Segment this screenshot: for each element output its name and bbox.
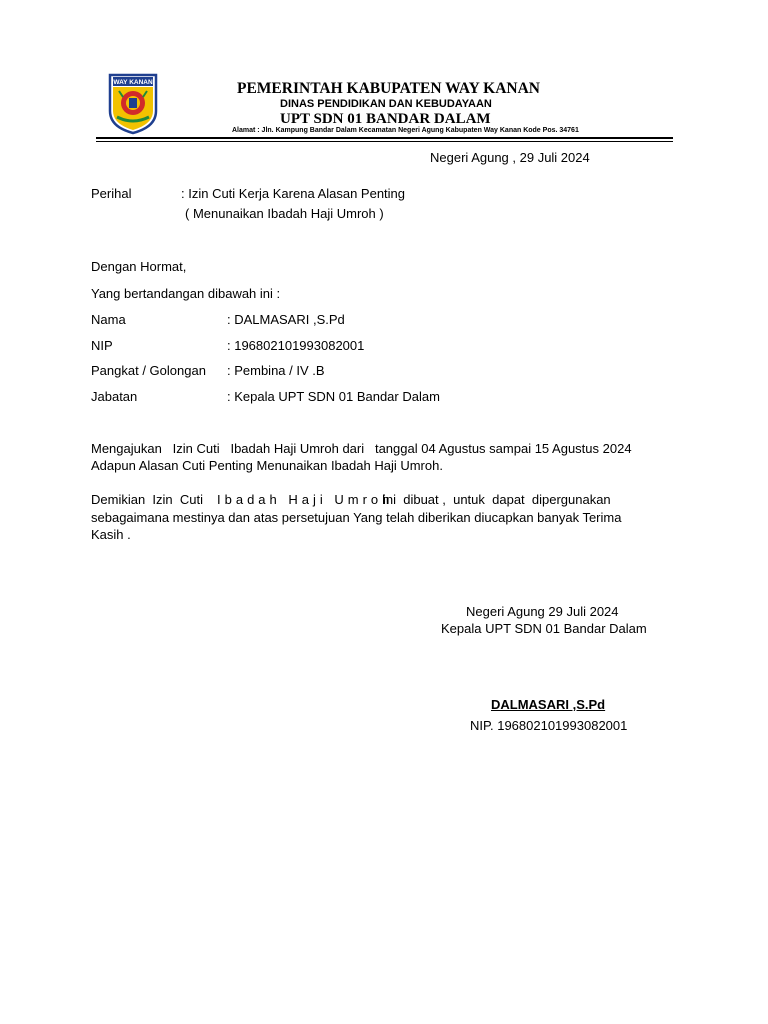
body-paragraph-1-line-1: Mengajukan Izin Cuti Ibadah Haji Umroh dari tanggal 04 Agustus sampai 15 Agustus 2024 <box>91 441 632 456</box>
intro-text: Yang bertandangan dibawah ini : <box>91 286 281 301</box>
letterhead-government: PEMERINTAH KABUPATEN WAY KANAN <box>237 80 540 97</box>
body-paragraph-2-line-2: sebagaimana mestinya dan atas persetujuan Yang telah diberikan diucapkan banyak Terima <box>91 510 622 525</box>
field-value-pangkat: : Pembina / IV .B <box>227 363 325 378</box>
body-paragraph-2-line-1c: ini dibuat , untuk dapat dipergunakan <box>383 492 611 507</box>
field-label-nip: NIP <box>91 338 113 353</box>
perihal-label: Perihal <box>91 186 132 201</box>
letterhead-divider-thick <box>96 137 673 139</box>
body-paragraph-2-line-1b: Ibadah Haji Umroh <box>217 492 394 507</box>
greeting: Dengan Hormat, <box>91 259 187 274</box>
way-kanan-logo-emblem <box>107 73 159 135</box>
perihal-value-detail: ( Menunaikan Ibadah Haji Umroh ) <box>185 206 384 221</box>
letterhead-divider-thin <box>96 141 673 142</box>
logo-text: WAY KANAN <box>113 79 153 86</box>
letterhead-department: DINAS PENDIDIKAN DAN KEBUDAYAAN <box>280 98 492 110</box>
letterhead-school: UPT SDN 01 BANDAR DALAM <box>280 111 491 127</box>
signer-nip: NIP. 196802101993082001 <box>470 718 628 733</box>
field-value-nama: : DALMASARI ,S.Pd <box>227 312 345 327</box>
letterhead-address: Alamat : Jln. Kampung Bandar Dalam Kecamatan Negeri Agung Kabupaten Way Kanan Kode Pos. 34761 <box>232 127 579 134</box>
body-paragraph-2-line-1a: Demikian Izin Cuti <box>91 492 203 507</box>
field-value-jabatan: : Kepala UPT SDN 01 Bandar Dalam <box>227 389 440 404</box>
signer-name: DALMASARI ,S.Pd <box>491 697 606 712</box>
letter-date: Negeri Agung , 29 Juli 2024 <box>430 150 590 165</box>
body-paragraph-2-line-3: Kasih . <box>91 527 131 542</box>
perihal-value: : Izin Cuti Kerja Karena Alasan Penting <box>181 186 406 201</box>
field-label-jabatan: Jabatan <box>91 389 138 404</box>
body-paragraph-1-line-2: Adapun Alasan Cuti Penting Menunaikan Ibadah Haji Umroh. <box>91 458 443 473</box>
field-label-pangkat: Pangkat / Golongan <box>91 363 206 378</box>
closing-place-date: Negeri Agung 29 Juli 2024 <box>466 604 619 619</box>
closing-position: Kepala UPT SDN 01 Bandar Dalam <box>441 621 647 636</box>
field-label-nama: Nama <box>91 312 126 327</box>
field-value-nip: : 196802101993082001 <box>227 338 365 353</box>
